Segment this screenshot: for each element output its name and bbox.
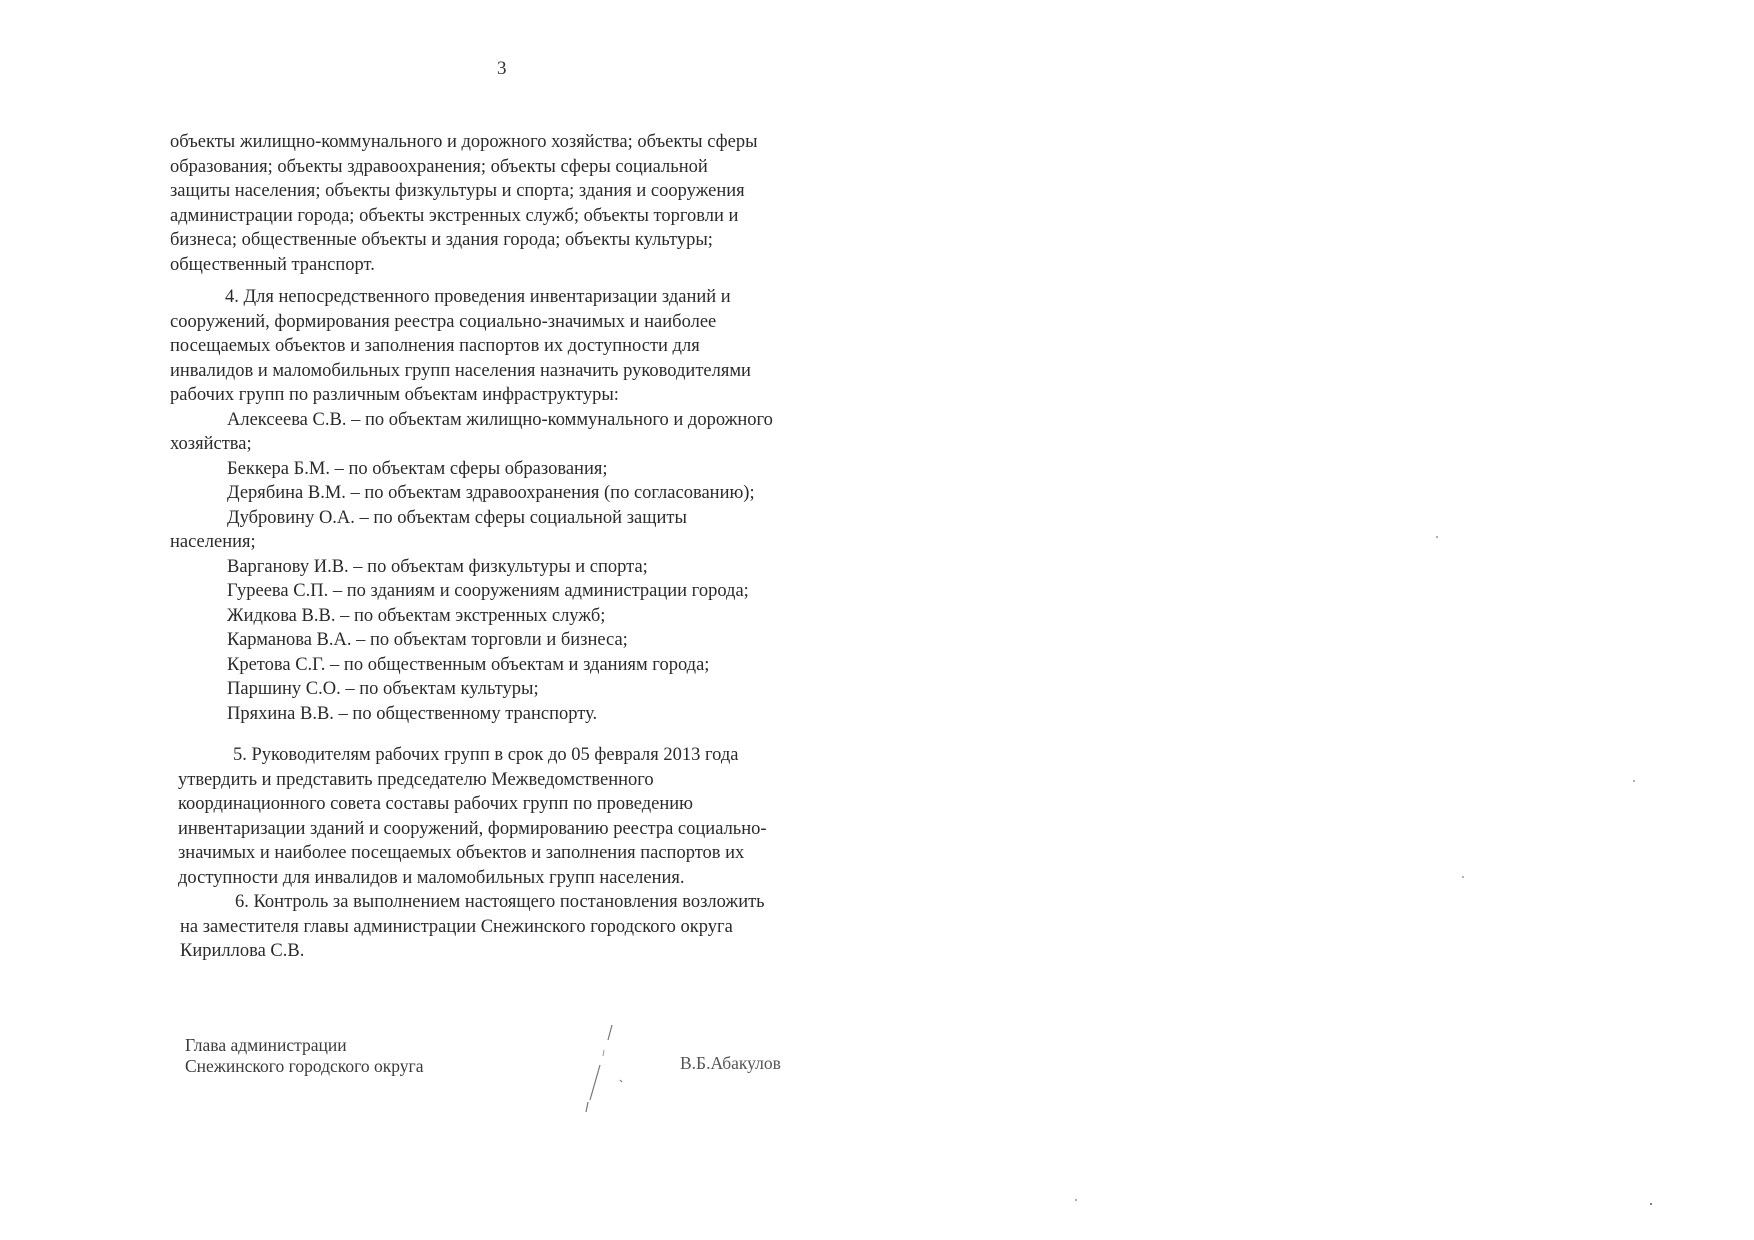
text-line: значимых и наиболее посещаемых объектов и заполнения паспортов их [178,843,745,863]
scan-speck [1462,876,1464,878]
assignment-item: Карманова В.А. – по объектам торговли и бизнеса; [227,630,628,650]
assignments-list [170,408,870,727]
assignment-item: Дерябина В.М. – по объектам здравоохранения (по согласованию); [227,483,755,503]
text-line: посещаемых объектов и заполнения паспортов их доступности для [170,336,700,356]
assignment-item: Варганову И.В. – по объектам физкультуры и спорта; [227,556,648,577]
text-line: администрации города; объекты экстренных служб; объекты торговли и [170,205,739,226]
paragraph-4 [170,285,870,726]
text-line: сооружений, формирования реестра социально-значимых и наиболее [170,311,717,332]
assignment-item: Пряхина В.В. – по общественному транспорту. [227,703,598,724]
signer-name: В.Б.Абакулов [680,1053,781,1073]
assignment-item: Паршину С.О. – по объектам культуры; [227,679,539,699]
text-line: защиты населения; объекты физкультуры и спорта; здания и сооружения [170,181,745,201]
text-line: объекты жилищно-коммунального и дорожного хозяйства; объекты сферы [170,132,758,152]
signer-title [185,1035,423,1077]
text-line: инвалидов и маломобильных групп населения назначить руководителями [170,360,751,381]
text-line: доступности для инвалидов и маломобильных групп населения. [178,867,685,888]
text-line: на заместителя главы администрации Снежинского городского округа [180,916,733,937]
assignment-item: Кретова С.Г. – по общественным объектам и зданиям города; [227,654,710,675]
page-number: 3 [497,58,507,79]
assignment-item: Алексеева С.В. – по объектам жилищно-коммунального и дорожного [227,409,773,430]
text-line: рабочих групп по различным объектам инфраструктуры: [170,385,619,405]
text-line: 5. Руководителям рабочих групп в срок до 05 февраля 2013 года [233,745,739,765]
scan-speck [1633,780,1635,782]
text-line: образования; объекты здравоохранения; объекты сферы социальной [170,156,708,177]
paragraph-5 [178,743,878,890]
text-line: 4. Для непосредственного проведения инвентаризации зданий и [225,287,731,307]
assignment-continuation: населения; [170,532,256,552]
signature-block [185,1035,835,1115]
assignment-item: Дубровину О.А. – по объектам сферы социальной защиты [227,507,687,528]
text-line: утвердить и представить председателю Межведомственного [178,769,654,790]
scan-speck [1075,1199,1077,1201]
signer-title-line: Снежинского городского округа [185,1056,424,1076]
signer-title-line: Глава администрации [185,1035,347,1055]
assignment-item: Жидкова В.В. – по объектам экстренных служб; [227,605,606,626]
handwritten-signature [560,1020,650,1120]
assignment-item: Гуреева С.П. – по зданиям и сооружениям администрации города; [227,581,749,601]
scan-speck [1436,536,1438,538]
text-line: бизнеса; общественные объекты и здания города; объекты культуры; [170,230,713,250]
text-line: общественный транспорт. [170,254,375,275]
assignment-continuation: хозяйства; [170,434,252,454]
text-line: Кириллова С.В. [180,941,305,961]
paragraph-objects-list [170,130,870,277]
assignment-item: Беккера Б.М. – по объектам сферы образования; [227,458,608,479]
text-line: инвентаризации зданий и сооружений, формированию реестра социально- [178,818,767,839]
paragraph-6 [180,890,880,964]
text-line: координационного совета составы рабочих групп по проведению [178,794,693,814]
text-line: 6. Контроль за выполнением настоящего постановления возложить [235,892,765,912]
scan-speck [1650,1203,1652,1205]
